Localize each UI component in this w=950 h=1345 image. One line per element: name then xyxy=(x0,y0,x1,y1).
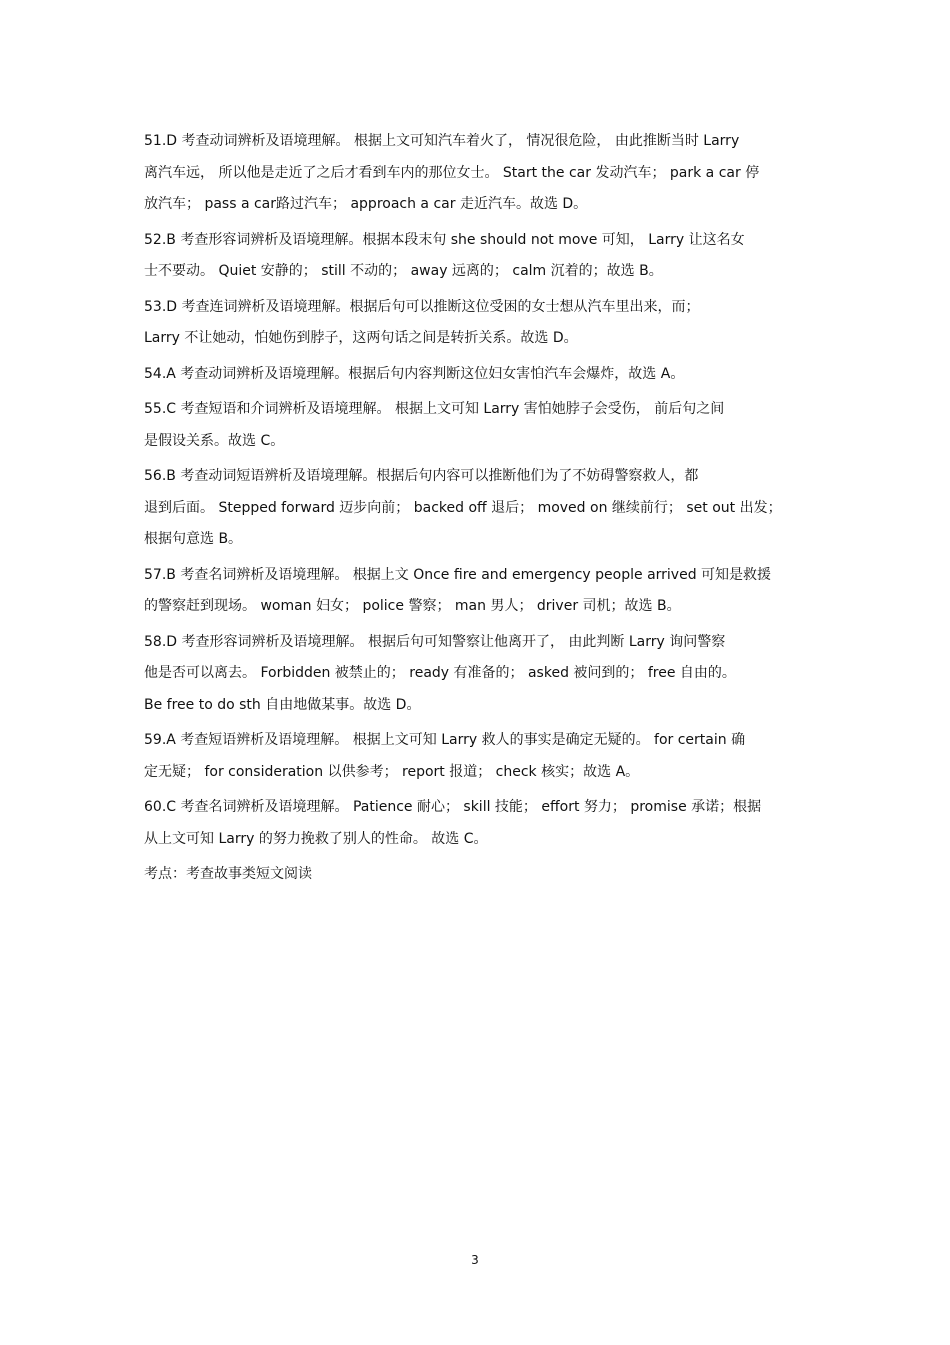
text-line: 58.D 考查形容词辨析及语境理解。 根据后句可知警察让他离开了， 由此判断 Larry 询问警察 xyxy=(144,633,726,650)
text-line: 他是否可以离去。 Forbidden 被禁止的； ready 有准备的； asked 被问到的； free 自由的。 xyxy=(144,665,736,681)
text-line: 离汽车远， 所以他是走近了之后才看到车内的那位女士。 Start the car 发动汽车； park a car 停 xyxy=(144,164,760,181)
text-line: 退到后面。 Stepped forward 迈步向前； backed off 退后； moved on 继续前行； set out 出发； xyxy=(144,499,782,516)
text-line: 53.D 考查连词辨析及语境理解。根据后句可以推断这位受困的女士想从汽车里出来，而； xyxy=(144,298,700,315)
text-line: 的警察赶到现场。 woman 妇女； police 警察； man 男人； driver 司机；故选 B。 xyxy=(144,598,681,614)
text-line: 定无疑； for consideration 以供参考； report 报道； check 核实；故选 A。 xyxy=(144,763,640,780)
explanation-60 xyxy=(144,792,810,855)
explanation-53 xyxy=(144,292,810,355)
text-line: 57.B 考查名词辨析及语境理解。 根据上文 Once fire and emergency people arrived 可知是救援 xyxy=(144,566,772,583)
text-line: 52.B 考查形容词辨析及语境理解。根据本段末句 she should not move 可知， Larry 让这名女 xyxy=(144,231,745,248)
answer-explanations xyxy=(144,126,810,891)
key-point: 考点：考查故事类短文阅读 xyxy=(144,866,312,882)
explanation-51 xyxy=(144,126,810,221)
text-line: 士不要动。 Quiet 安静的； still 不动的； away 远离的； calm 沉着的；故选 B。 xyxy=(144,263,663,279)
text-line: 55.C 考查短语和介词辨析及语境理解。 根据上文可知 Larry 害怕她脖子会受伤， 前后句之间 xyxy=(144,401,725,417)
text-line: 60.C 考查名词辨析及语境理解。 Patience 耐心； skill 技能； effort 努力； promise 承诺；根据 xyxy=(144,799,762,815)
explanation-57 xyxy=(144,560,810,623)
page-number: 3 xyxy=(471,1253,479,1267)
explanation-59 xyxy=(144,725,810,788)
text-line: 56.B 考查动词短语辨析及语境理解。根据后句内容可以推断他们为了不妨碍警察救人，都 xyxy=(144,468,699,484)
text-line: 是假设关系。故选 C。 xyxy=(144,432,285,449)
text-line: 54.A 考查动词辨析及语境理解。根据后句内容判断这位妇女害怕汽车会爆炸，故选 A。 xyxy=(144,365,685,382)
text-line: 放汽车； pass a car路过汽车； approach a car 走近汽车。故选 D。 xyxy=(144,196,588,212)
text-line: 从上文可知 Larry 的努力挽救了别人的性命。 故选 C。 xyxy=(144,830,488,847)
explanation-54 xyxy=(144,359,810,391)
explanation-56 xyxy=(144,461,810,556)
text-line: 51.D 考查动词辨析及语境理解。 根据上文可知汽车着火了， 情况很危险， 由此推断当时 Larry xyxy=(144,133,740,149)
text-line: 根据句意选 B。 xyxy=(144,531,243,547)
text-line: 59.A 考查短语辨析及语境理解。 根据上文可知 Larry 救人的事实是确定无疑的。 for certain 确 xyxy=(144,732,746,748)
explanation-55 xyxy=(144,394,810,457)
text-line: Be free to do sth 自由地做某事。故选 D。 xyxy=(144,696,421,713)
text-line: Larry 不让她动，怕她伤到脖子，这两句话之间是转折关系。故选 D。 xyxy=(144,330,578,346)
explanation-52 xyxy=(144,225,810,288)
explanation-58 xyxy=(144,627,810,722)
